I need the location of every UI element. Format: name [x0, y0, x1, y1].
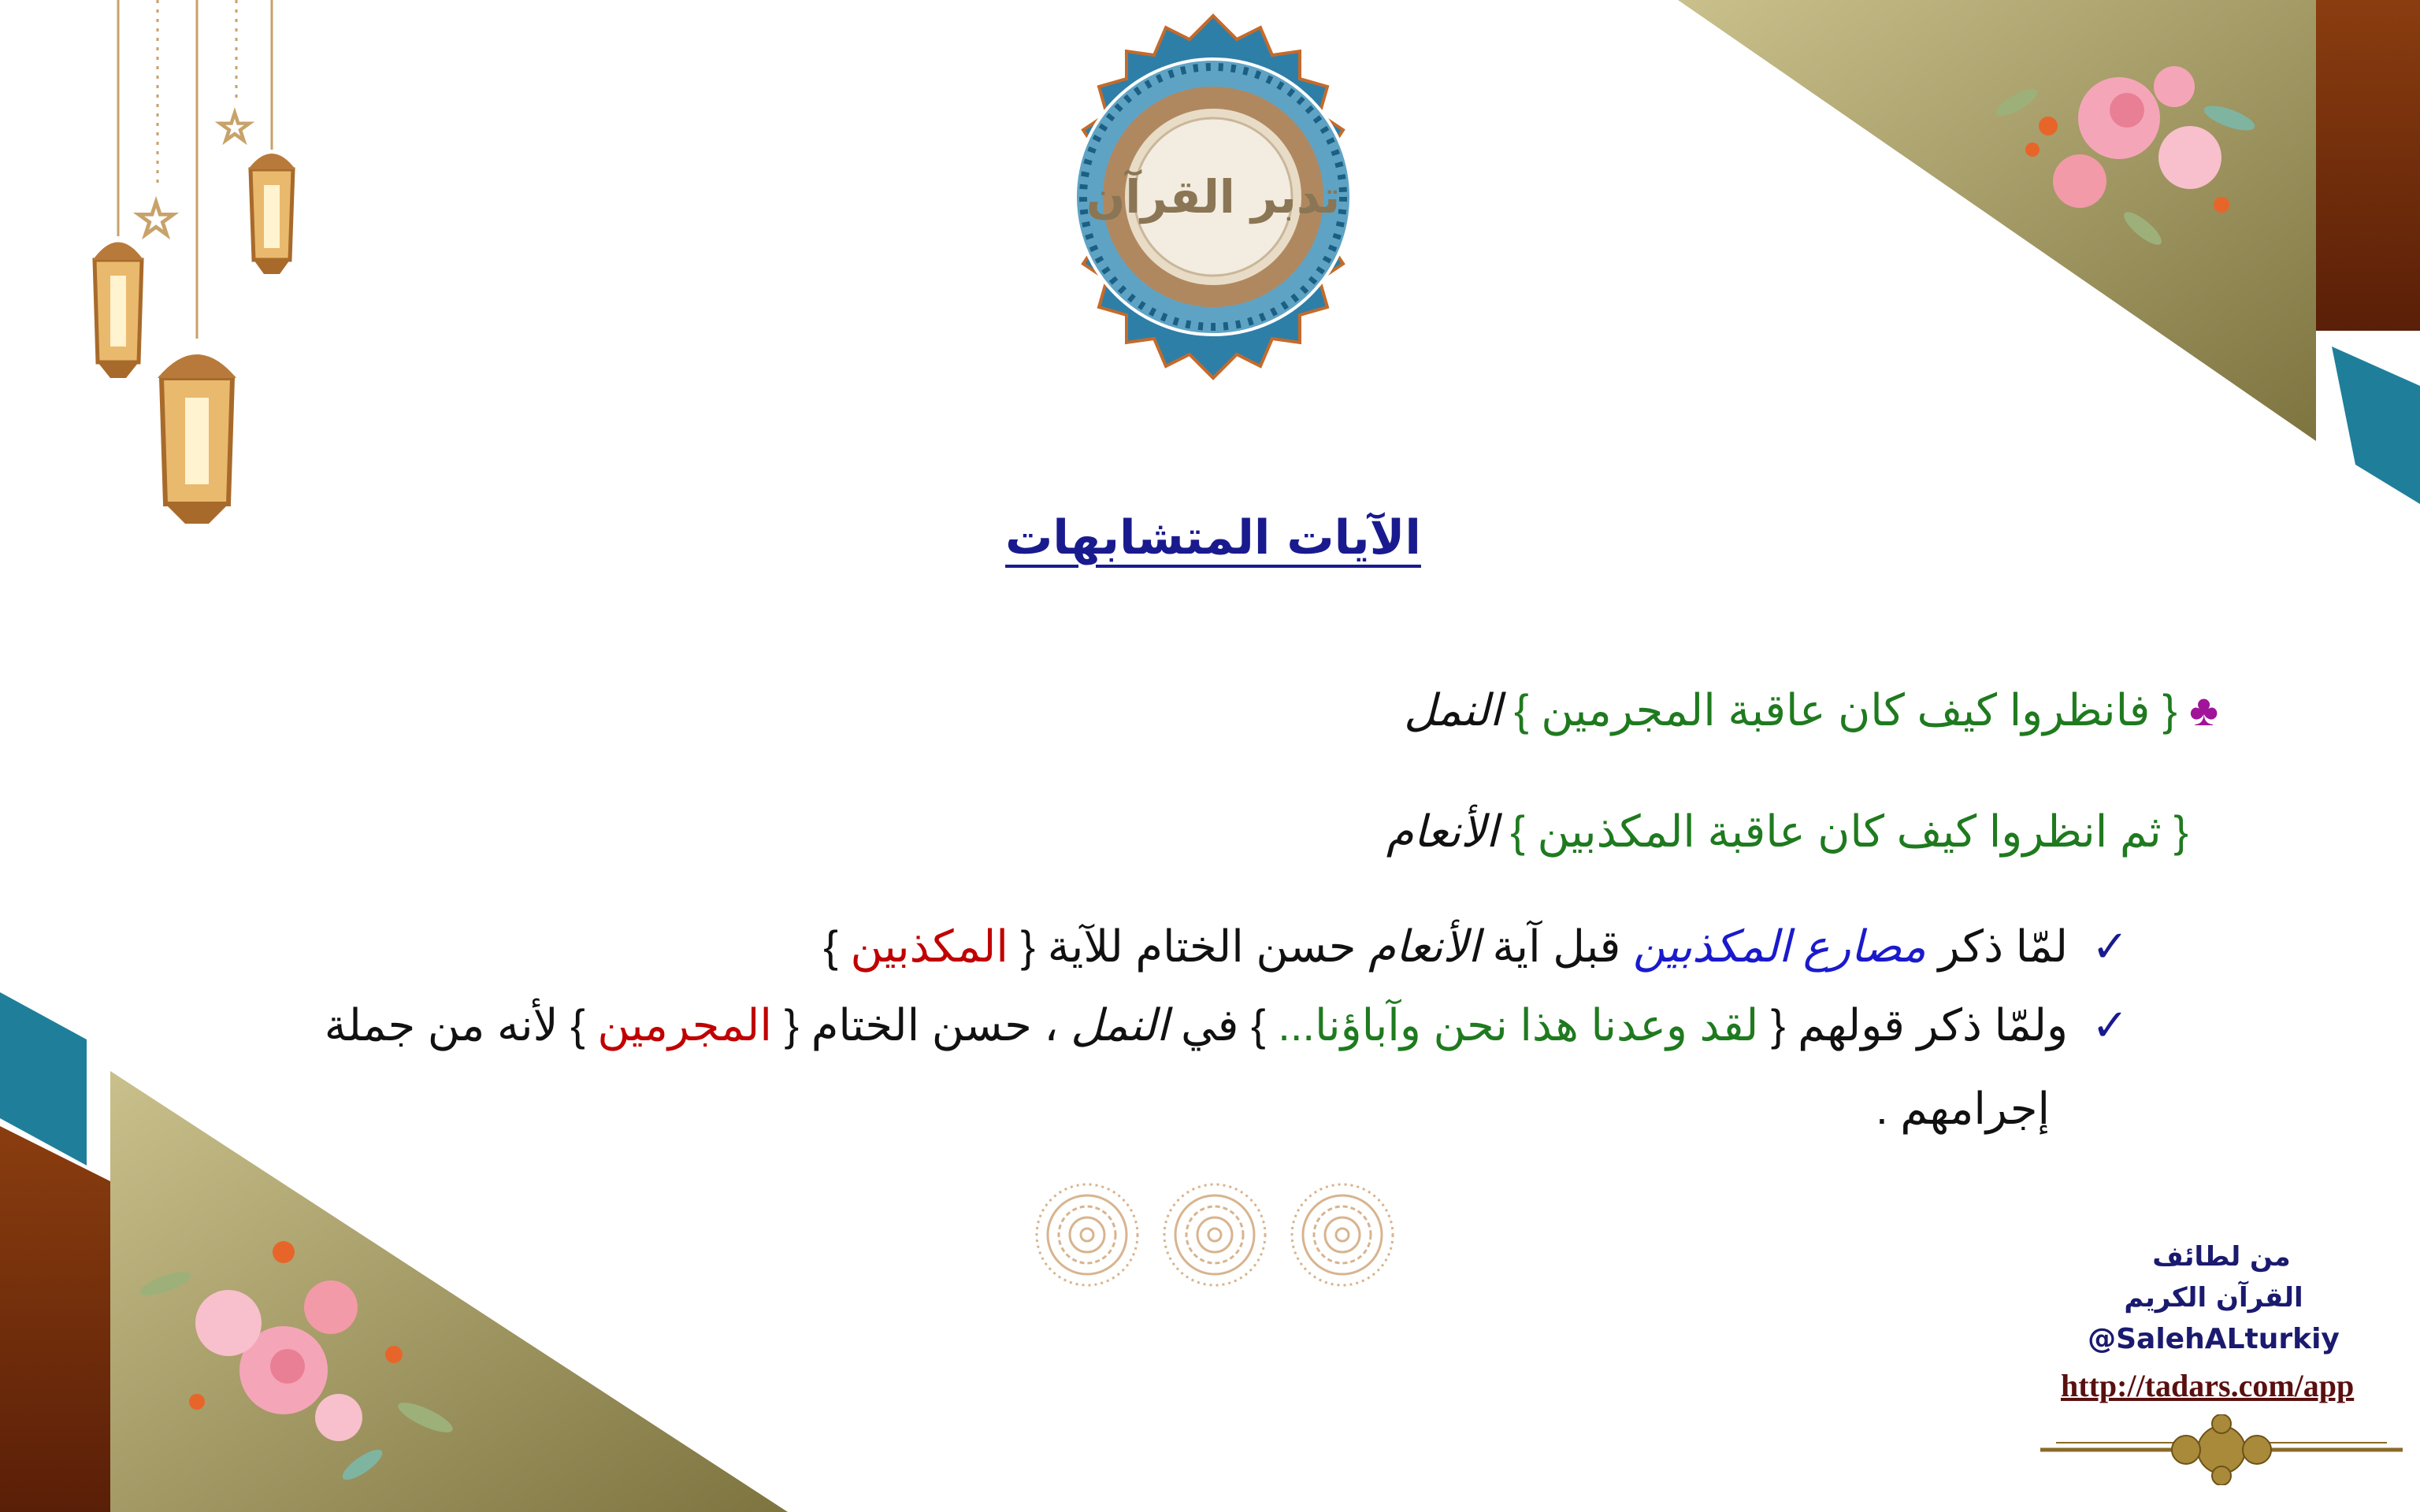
verse-2-surah: الأنعام — [1386, 806, 1498, 856]
verse-line-1 — [1404, 685, 2218, 735]
point-1-highlight: المكذبين — [850, 921, 1008, 971]
rosette-icon — [1037, 1184, 1138, 1285]
verse-2-close-brace: } — [1510, 806, 1525, 856]
credit-url-link[interactable]: http://tadars.com/app — [2061, 1368, 2355, 1403]
verse-1-surah: النمل — [1404, 685, 1502, 735]
logo-text: تدبر القرآن — [1086, 170, 1341, 224]
verse-line-2 — [1386, 806, 2188, 856]
point-1-part-g: } — [823, 921, 851, 971]
point-2-highlight: المجرمين — [597, 1000, 772, 1050]
point-line-2-continued: إجرامهم . — [1876, 1084, 2050, 1133]
point-line-2 — [324, 1000, 2129, 1050]
rosette-icon — [1292, 1184, 1393, 1285]
page-title: الآيات المتشابهات — [1005, 510, 1421, 565]
point-1-surah: الأنعام — [1368, 921, 1480, 971]
point-2-part-c: } في — [1168, 1000, 1279, 1050]
star-icon: ☆ — [133, 191, 179, 249]
point-1-part-c: قبل آية — [1479, 921, 1633, 971]
lanterns-decoration — [0, 0, 331, 551]
point-2-part-g: } لأنه من جملة — [324, 1000, 598, 1050]
lantern-icon — [93, 243, 143, 379]
star-icon: ☆ — [215, 102, 254, 152]
lantern-icon — [158, 354, 236, 524]
rosette-ornaments — [1024, 1173, 1402, 1299]
check-icon: ✓ — [2092, 921, 2129, 971]
rosette-icon — [1164, 1184, 1265, 1285]
point-2-part-a: ولمّا ذكر قولهم { — [1758, 1000, 2069, 1050]
point-1-part-a: لمّا ذكر — [1925, 921, 2069, 971]
verse-1-open-brace: { — [2162, 685, 2177, 735]
point-2-quote: لقد وعدنا هذا نحن وآباؤنا... — [1278, 1000, 1759, 1050]
credit-handle: @SalehALturkiy — [2088, 1323, 2340, 1355]
point-1-emphasis: مصارع المكذبين — [1632, 921, 1926, 971]
verse-1-text: فانظروا كيف كان عاقبة المجرمين — [1541, 685, 2151, 735]
logo-medallion — [1024, 8, 1402, 386]
corner-brown-top-right — [2316, 0, 2420, 331]
club-bullet-icon: ♣ — [2189, 685, 2218, 735]
credit-line-2: القرآن الكريم — [2124, 1282, 2303, 1314]
verse-2-text: ثم انظروا كيف كان عاقبة المكذبين — [1537, 806, 2162, 856]
credit-line-1: من لطائف — [2152, 1241, 2291, 1273]
point-2-surah: النمل — [1071, 1000, 1169, 1050]
corner-teal-top-right — [2332, 346, 2420, 504]
divider-ornament — [2040, 1414, 2403, 1485]
verse-1-close-brace: } — [1513, 685, 1529, 735]
point-line-1 — [823, 921, 2129, 971]
point-2-part-e: ، حسن الختام { — [771, 1000, 1071, 1050]
corner-olive-bottom-left — [110, 1071, 788, 1512]
corner-brown-bottom-left — [0, 1126, 110, 1512]
verse-2-open-brace: { — [2173, 806, 2188, 856]
lantern-icon — [248, 154, 295, 274]
corner-olive-top-right — [1678, 0, 2316, 441]
point-1-part-e: حسن الختام للآية { — [1008, 921, 1369, 971]
check-icon: ✓ — [2092, 1000, 2129, 1050]
